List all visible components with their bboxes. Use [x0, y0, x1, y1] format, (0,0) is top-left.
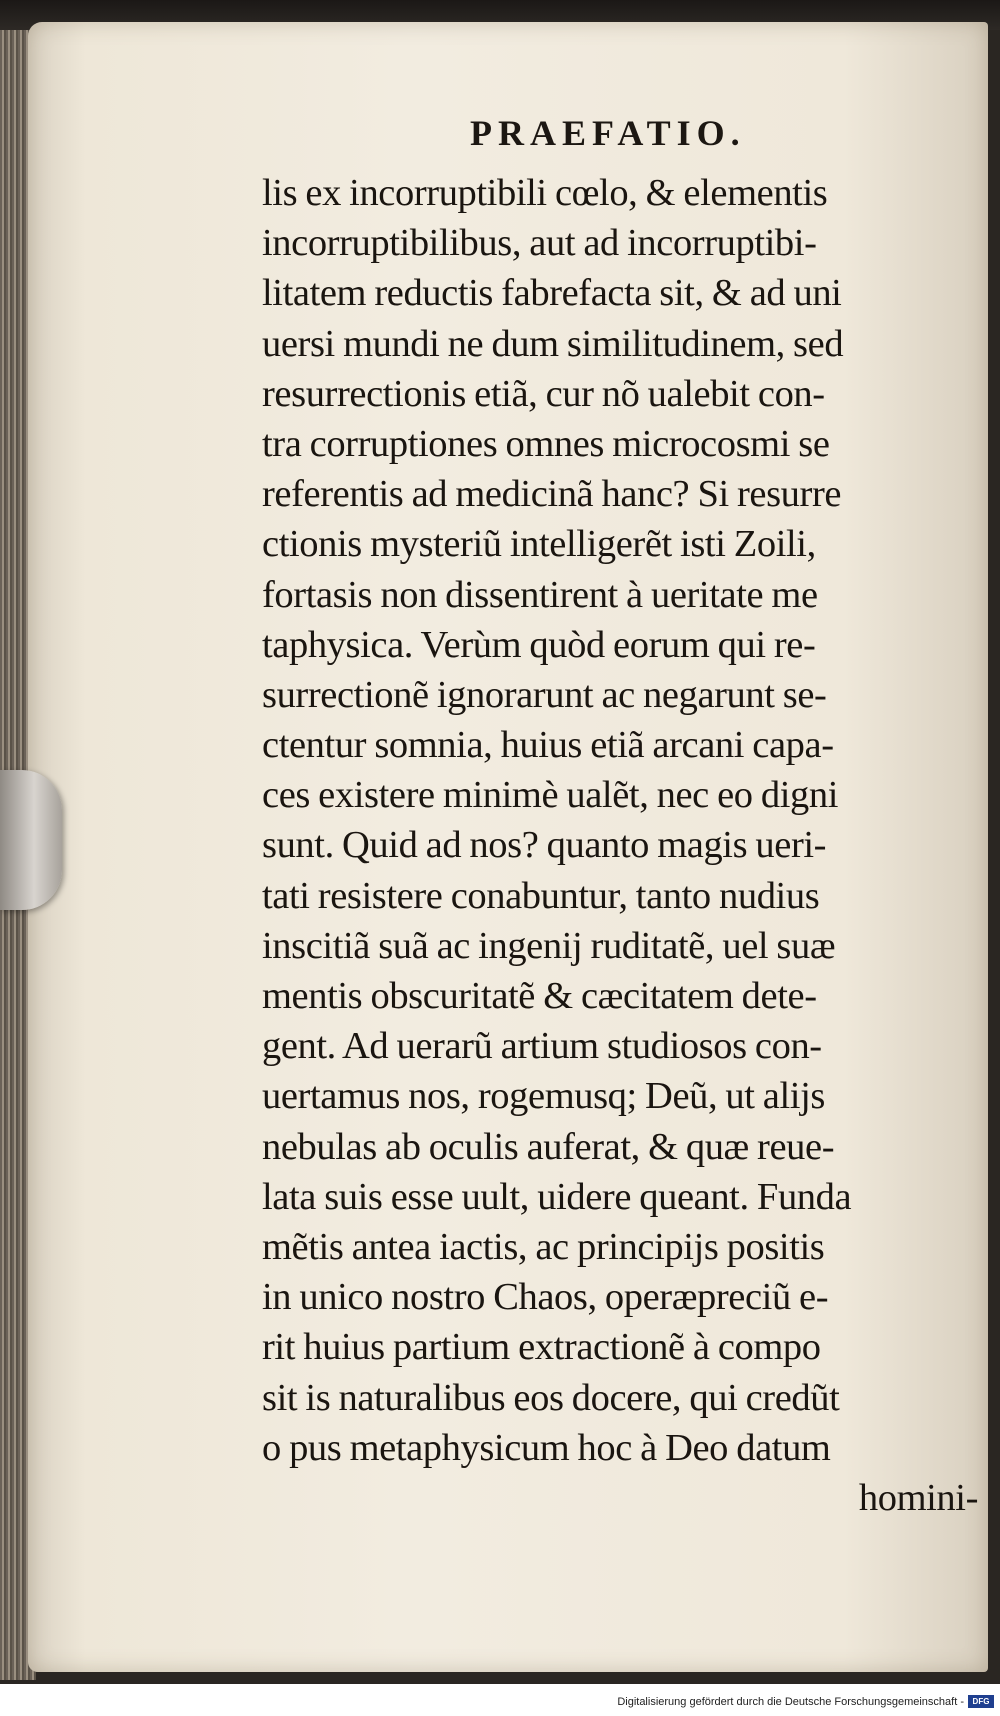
text-line: sunt. Quid ad nos? quanto magis ueri-	[262, 824, 827, 867]
page-header: PRAEFATIO.	[470, 113, 746, 153]
text-line: uertamus nos, rogemusq; Deũ, ut alijs	[262, 1075, 825, 1118]
text-line: nebulas ab oculis auferat, & quæ reue-	[262, 1125, 835, 1168]
text-line: gent. Ad uerarũ artium studiosos con-	[262, 1025, 822, 1068]
digitization-credit: Digitalisierung gefördert durch die Deutsche Forschungsgemeinschaft -	[617, 1696, 964, 1708]
text-line: ctentur somnia, huius etiã arcani capa-	[262, 724, 834, 767]
text-line: referentis ad medicinã hanc? Si resurre	[262, 473, 842, 516]
text-line: resurrectionis etiã, cur nõ ualebit con-	[262, 372, 825, 415]
catchword: homini-	[858, 1476, 978, 1519]
text-line: ces existere minimè ualẽt, nec eo digni	[262, 774, 838, 817]
text-line: taphysica. Verùm quòd eorum qui re-	[262, 623, 816, 666]
text-line: o pus metaphysicum hoc à Deo datum	[262, 1426, 831, 1469]
text-line: incorruptibilibus, aut ad incorruptibi-	[262, 222, 817, 265]
text-line: tra corruptiones omnes microcosmi se	[262, 422, 830, 465]
text-line: rit huius partium extractionẽ à compo	[262, 1326, 821, 1369]
page-clip	[0, 770, 62, 910]
dfg-logo: DFG	[968, 1695, 994, 1708]
text-line: tati resistere conabuntur, tanto nudius	[262, 874, 820, 917]
body-text	[262, 168, 984, 1523]
text-line: lata suis esse uult, uidere queant. Funda	[262, 1175, 852, 1218]
text-line: lis ex incorruptibili cœlo, & elementis	[262, 172, 828, 214]
text-line: mẽtis antea iactis, ac principijs positis	[262, 1225, 825, 1268]
text-line: sit is naturalibus eos docere, qui credũt	[262, 1376, 840, 1419]
text-line: inscitiã suã ac ingenij ruditatẽ, uel suæ	[262, 924, 836, 967]
text-line: uersi mundi ne dum similitudinem, sed	[262, 322, 844, 365]
text-line: surrectionẽ ignorarunt ac negarunt se-	[262, 673, 827, 716]
text-line: ctionis mysteriũ intelligerẽt isti Zoili,	[262, 523, 816, 566]
text-line: fortasis non dissentirent à ueritate me	[262, 573, 818, 616]
text-line: mentis obscuritatẽ & cæcitatem dete-	[262, 975, 817, 1017]
text-line: in unico nostro Chaos, operæpreciũ e-	[262, 1276, 829, 1319]
text-line: litatem reductis fabrefacta sit, & ad uni	[262, 272, 842, 315]
